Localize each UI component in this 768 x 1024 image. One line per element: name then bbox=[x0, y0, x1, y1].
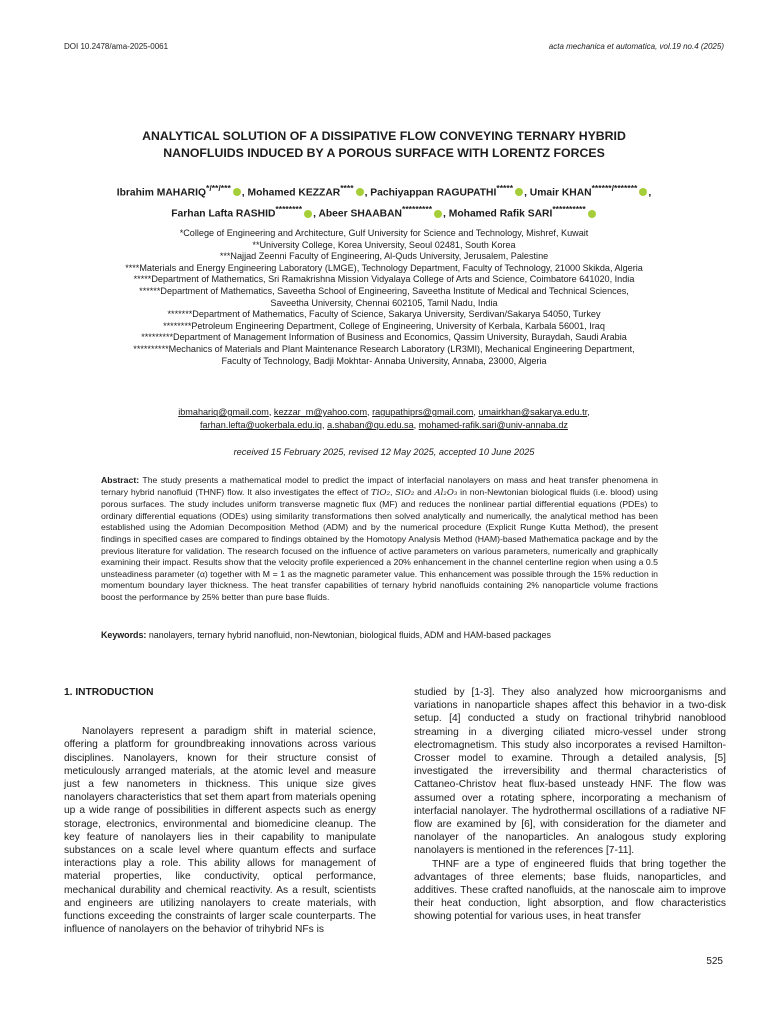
affiliation: ********Petroleum Engineering Department, College of Engineering, University of Kerbala, Karbala 56001, Iraq bbox=[163, 320, 605, 331]
email-link[interactable]: ibmahariq@gmail.com bbox=[178, 407, 269, 417]
author-name: Ibrahim MAHARIQ bbox=[116, 187, 206, 199]
author-name: Abeer SHAABAN bbox=[318, 208, 402, 220]
author-mark: ******** bbox=[275, 204, 303, 215]
email-link[interactable]: farhan.lefta@uokerbala.edu.iq bbox=[200, 420, 322, 430]
affiliation: **********Mechanics of Materials and Plant Maintenance Research Laboratory (LR3MI), Mechanical Engineering Department, bbox=[133, 343, 635, 354]
keywords-label: Keywords: bbox=[101, 630, 147, 640]
author-mark: ******/******* bbox=[591, 183, 638, 193]
email-link[interactable]: umairkhan@sakarya.edu.tr bbox=[478, 407, 588, 417]
title-line: NANOFLUIDS INDUCED BY A POROUS SURFACE WITH LORENTZ FORCES bbox=[163, 146, 605, 160]
affiliation: *****Department of Mathematics, Sri Ramakrishna Mission Vidyalaya College of Arts and Science, Coimbatore 641020, India bbox=[133, 274, 635, 285]
author-name: Mohamed Rafik SARI bbox=[448, 208, 553, 220]
doi: DOI 10.2478/ama-2025-0061 bbox=[64, 42, 169, 51]
orcid-icon[interactable] bbox=[588, 210, 596, 218]
orcid-icon[interactable] bbox=[233, 188, 241, 196]
column-right bbox=[414, 686, 726, 924]
abstract bbox=[101, 475, 658, 604]
paragraph: Nanolayers represent a paradigm shift in material science, offering a platform for groundbreaking innovations across various disciplines. Nanolayers, known for their structure consist of meticulously arranged materials, at the atomic level and measure just a few nanometers in thickness. This unique size gives nanolayers characteristics that set them apart from materials opening up a wide range of possibilities in different aspects such as energy storage, electronics, environmental and biomedicine cleanup. The key feature of nanolayers lies in their capability to manipulate substances on a scale level where quantum effects and surface interactions play a role. This ability allows for management of material properties, like conductivity, optical performance, mechanical durability and chemical reactivity. As a result, scientists and engineers are utilizing nanolayers to create materials, with functions exceeding the constraints of larger scale counterparts. The influence of nanolayers on the behavior of trihybrid NFs is bbox=[64, 726, 376, 936]
affiliation: Saveetha University, Chennai 602105, Tamil Nadu, India bbox=[270, 297, 498, 308]
affiliation: *College of Engineering and Architecture, Gulf University for Science and Technology, Mishref, Kuwait bbox=[179, 228, 589, 238]
abstract-text: and bbox=[414, 486, 435, 497]
paper-title bbox=[80, 128, 688, 162]
author-name: Mohamed KEZZAR bbox=[247, 187, 341, 199]
author-list: Ibrahim MAHARIQ*/**/*** , Mohamed KEZZAR**** , Pachiyappan RAGUPATHI***** , Umair KHAN******/******* , Farhan Lafta RASHID******** , Abeer SHAABAN********* , Mohamed Rafik SARI********** bbox=[116, 183, 652, 220]
email-link[interactable]: mohamed-rafik.sari@univ-annaba.dz bbox=[418, 420, 568, 430]
email-link[interactable]: a.shaban@qu.edu.sa bbox=[327, 420, 414, 430]
abstract-text: The study presents a mathematical model to predict the impact of interfacial nanolayers on mass and heat transfer phenomena in ternary hybrid nanofluid (THNF) flow. It also investigates the effect of bbox=[101, 475, 658, 497]
keywords bbox=[101, 630, 658, 640]
column-left bbox=[64, 686, 376, 936]
affiliation: Faculty of Technology, Badji Mokhtar- Annaba University, Annaba, 23000, Algeria bbox=[221, 355, 547, 366]
author-mark: **** bbox=[340, 183, 354, 193]
affiliation: *******Department of Mathematics, Faculty of Science, Sakarya University, Serdivan/Sakarya 54050, Turkey bbox=[167, 309, 601, 320]
paragraph: THNF are a type of engineered fluids that bring together the advantages of three elements; base fluids, nanoparticles, and additives. These crafted nanofluids, at the nanoscale aim to improve their heat conduction, light absorption, and flow characteristics showing potential for various uses, in heat transfer bbox=[414, 858, 726, 923]
author-name: Farhan Lafta RASHID bbox=[171, 208, 276, 220]
affiliation: ***Najjad Zeenni Faculty of Engineering, Al-Quds University, Jerusalem, Palestine bbox=[219, 251, 549, 262]
title-line: ANALYTICAL SOLUTION OF A DISSIPATIVE FLOW CONVEYING TERNARY HYBRID bbox=[142, 129, 626, 143]
author-name: Pachiyappan RAGUPATHI bbox=[370, 187, 497, 199]
author-mark: ***** bbox=[496, 183, 514, 193]
abstract-label: Abstract: bbox=[101, 475, 140, 485]
email-list: ibmahariq@gmail.com, kezzar_m@yahoo.com, ragupathiprs@gmail.com, umairkhan@sakarya.edu.tr, farhan.lefta@uokerbala.edu.iq, a.shaban@qu.edu.sa, mohamed-rafik.sari@univ-annaba.dz bbox=[178, 407, 590, 430]
orcid-icon[interactable] bbox=[356, 188, 364, 196]
orcid-icon[interactable] bbox=[304, 210, 312, 218]
affiliation: ****Materials and Energy Engineering Laboratory (LMGE), Technology Department, Faculty of Technology, 21000 Skikda, Algeria bbox=[125, 262, 643, 273]
affiliation: ******Department of Mathematics, Saveetha School of Engineering, Saveetha Institute of Medical and Technical Sciences, bbox=[139, 285, 629, 296]
formula-sio2: SiO₂ bbox=[395, 487, 415, 498]
affiliations bbox=[64, 228, 704, 367]
page-number: 525 bbox=[706, 956, 723, 967]
journal-info: acta mechanica et automatica, vol.19 no.4 (2025) bbox=[548, 42, 724, 51]
abstract-text: in non-Newtonian biological fluids (i.e. blood) using porous surfaces. The study includes uniform transverse magnetic flux (MF) and reduces the nonlinear partial differential equations (PDEs) to ordinary differential equations (ODEs) using similarity transformations then solved analytically and numerically, the analytical method has been established using the Adomian Decomposition Method (ADM) and by the numerical procedure (Explicit Runge Kutta Method), the present findings in specified cases are compared to findings obtained by the Homotopy Analysis Method (HAM)-based Mathematica package and by the previous literature for validation. The research focused on the influence of active parameters on various parameters, numerically and graphically examining their impact. Results show that the velocity profile experienced a 20% enhancement in the channel centerline region when using a 0.5 unsteadiness parameter (α) together with M = 1 as the magnetic parameter value. This enhancement was possible through the 15% reduction in momentum boundary layer thickness. The heat transfer capabilities of ternary hybrid nanofluids containing 2% nanoparticle volume fractions boost the performance by 25% better than pure base fluids. bbox=[101, 486, 658, 602]
email-link[interactable]: ragupathiprs@gmail.com bbox=[372, 407, 474, 417]
affiliation: *********Department of Management Information of Business and Economics, Qassim University, Buraydah, Saudi Arabia bbox=[141, 332, 627, 343]
orcid-icon[interactable] bbox=[639, 188, 647, 196]
paragraph: studied by [1-3]. They also analyzed how microorganisms and variations in nanoparticle shapes affect this behavior in a two-disk setup. [4] conducted a study on fractional trihybrid nanoblood streaming in a diverging ciliated micro-vessel under strong electromagnetism. This study also incorporates a revised Hamilton-Crosser model to examine. Through a detailed analysis, [5] investigated the irreversibility and thermal characteristics of Cattaneo-Christov heat flux-based unsteady HNF. The flow was assumed over a rotating sphere, incorporating a mechanism of interfacial nanolayer. The hydrothermal oscillations of a radiative NF flow are examined by [6], with consideration for the diameter and nanolayer of the nanoparticles. An analogous study exploring nanolayers is mentioned in the references [7-11]. bbox=[414, 687, 726, 857]
author-mark: */**/*** bbox=[205, 183, 231, 193]
author-mark: ********* bbox=[402, 204, 433, 215]
formula-al2o3: Al₂O₃ bbox=[434, 487, 458, 498]
keywords-text: nanolayers, ternary hybrid nanofluid, non-Newtonian, biological fluids, ADM and HAM-based packages bbox=[146, 630, 551, 640]
email-link[interactable]: kezzar_m@yahoo.com bbox=[273, 407, 368, 417]
formula-tio2: TiO₂ bbox=[371, 487, 391, 498]
orcid-icon[interactable] bbox=[515, 188, 523, 196]
affiliation: **University College, Korea University, Seoul 02481, South Korea bbox=[252, 239, 516, 250]
orcid-icon[interactable] bbox=[434, 210, 442, 218]
abstract-text: , bbox=[390, 486, 396, 497]
section-heading: 1. INTRODUCTION bbox=[64, 687, 154, 698]
author-mark: ********** bbox=[552, 204, 586, 215]
submission-dates: received 15 February 2025, revised 12 May 2025, accepted 10 June 2025 bbox=[233, 447, 535, 457]
author-name: Umair KHAN bbox=[529, 187, 592, 199]
